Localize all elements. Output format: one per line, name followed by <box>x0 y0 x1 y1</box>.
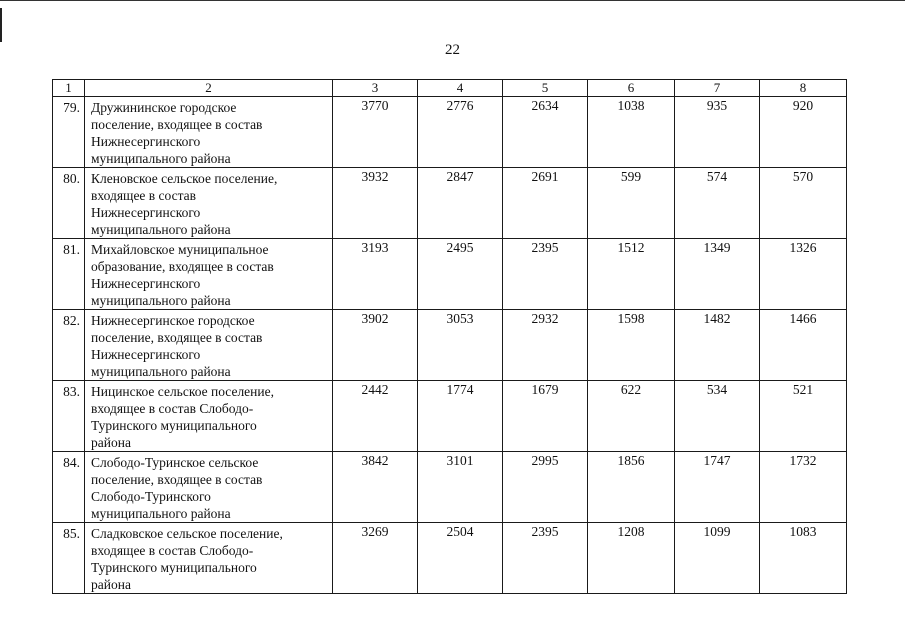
value-cell: 2442 <box>333 381 418 452</box>
table-header-row <box>53 80 847 97</box>
row-number: 80. <box>53 168 85 239</box>
name-line: входящее в состав Слободо- <box>91 401 254 416</box>
value-cell: 2776 <box>418 97 503 168</box>
table-row <box>53 239 847 310</box>
name-line: поселение, входящее в состав <box>91 117 263 132</box>
name-line: входящее в состав Слободо- <box>91 543 254 558</box>
value-cell: 622 <box>588 381 675 452</box>
value-cell: 1083 <box>760 523 847 594</box>
name-line: Сладковское сельское поселение, <box>91 526 283 541</box>
value-cell: 3269 <box>333 523 418 594</box>
table-row <box>53 452 847 523</box>
value-cell: 935 <box>675 97 760 168</box>
value-cell: 2634 <box>503 97 588 168</box>
value-cell: 1326 <box>760 239 847 310</box>
value-cell: 1038 <box>588 97 675 168</box>
name-line: Туринского муниципального <box>91 560 257 575</box>
municipality-name <box>85 310 333 381</box>
value-cell: 3770 <box>333 97 418 168</box>
value-cell: 521 <box>760 381 847 452</box>
name-line: района <box>91 435 131 450</box>
value-cell: 1774 <box>418 381 503 452</box>
row-number: 84. <box>53 452 85 523</box>
name-line: муниципального района <box>91 506 231 521</box>
column-header: 2 <box>85 80 333 97</box>
municipality-name <box>85 168 333 239</box>
row-number: 81. <box>53 239 85 310</box>
column-header: 8 <box>760 80 847 97</box>
name-line: Кленовское сельское поселение, <box>91 171 278 186</box>
value-cell: 3902 <box>333 310 418 381</box>
value-cell: 1598 <box>588 310 675 381</box>
name-line: муниципального района <box>91 293 231 308</box>
scan-edge-mark <box>0 8 2 42</box>
table-row <box>53 523 847 594</box>
value-cell: 2504 <box>418 523 503 594</box>
value-cell: 2691 <box>503 168 588 239</box>
value-cell: 599 <box>588 168 675 239</box>
name-line: Ницинское сельское поселение, <box>91 384 274 399</box>
value-cell: 534 <box>675 381 760 452</box>
municipality-name <box>85 97 333 168</box>
name-line: Нижнесергинского <box>91 134 201 149</box>
value-cell: 3932 <box>333 168 418 239</box>
column-header: 5 <box>503 80 588 97</box>
name-line: Нижнесергинского <box>91 276 201 291</box>
name-line: района <box>91 577 131 592</box>
column-header: 6 <box>588 80 675 97</box>
value-cell: 1466 <box>760 310 847 381</box>
name-line: муниципального района <box>91 364 231 379</box>
name-line: поселение, входящее в состав <box>91 330 263 345</box>
name-line: Нижнесергинского <box>91 205 201 220</box>
name-line: входящее в состав <box>91 188 197 203</box>
column-header: 4 <box>418 80 503 97</box>
table-row <box>53 381 847 452</box>
top-border-line <box>0 0 905 1</box>
value-cell: 2395 <box>503 523 588 594</box>
value-cell: 1482 <box>675 310 760 381</box>
value-cell: 920 <box>760 97 847 168</box>
value-cell: 574 <box>675 168 760 239</box>
row-number: 85. <box>53 523 85 594</box>
row-number: 83. <box>53 381 85 452</box>
municipality-name <box>85 452 333 523</box>
value-cell: 2495 <box>418 239 503 310</box>
name-line: Слободо-Туринское сельское <box>91 455 259 470</box>
value-cell: 2932 <box>503 310 588 381</box>
name-line: Слободо-Туринского <box>91 489 211 504</box>
value-cell: 1208 <box>588 523 675 594</box>
municipality-name <box>85 381 333 452</box>
value-cell: 3101 <box>418 452 503 523</box>
value-cell: 1512 <box>588 239 675 310</box>
value-cell: 1349 <box>675 239 760 310</box>
value-cell: 1856 <box>588 452 675 523</box>
row-number: 79. <box>53 97 85 168</box>
value-cell: 1747 <box>675 452 760 523</box>
name-line: образование, входящее в состав <box>91 259 274 274</box>
value-cell: 1099 <box>675 523 760 594</box>
table-row <box>53 310 847 381</box>
row-number: 82. <box>53 310 85 381</box>
value-cell: 3842 <box>333 452 418 523</box>
column-header: 3 <box>333 80 418 97</box>
name-line: муниципального района <box>91 222 231 237</box>
value-cell: 2395 <box>503 239 588 310</box>
municipality-name <box>85 523 333 594</box>
name-line: муниципального района <box>91 151 231 166</box>
page-number: 22 <box>445 42 460 58</box>
name-line: Туринского муниципального <box>91 418 257 433</box>
value-cell: 570 <box>760 168 847 239</box>
value-cell: 3053 <box>418 310 503 381</box>
table-row <box>53 168 847 239</box>
name-line: Нижнесергинского <box>91 347 201 362</box>
value-cell: 3193 <box>333 239 418 310</box>
column-header: 1 <box>53 80 85 97</box>
name-line: Михайловское муниципальное <box>91 242 269 257</box>
value-cell: 2995 <box>503 452 588 523</box>
value-cell: 1679 <box>503 381 588 452</box>
data-table <box>52 79 847 594</box>
name-line: Нижнесергинское городское <box>91 313 255 328</box>
column-header: 7 <box>675 80 760 97</box>
name-line: Дружининское городское <box>91 100 237 115</box>
name-line: поселение, входящее в состав <box>91 472 263 487</box>
value-cell: 1732 <box>760 452 847 523</box>
table-row <box>53 97 847 168</box>
value-cell: 2847 <box>418 168 503 239</box>
municipality-name <box>85 239 333 310</box>
